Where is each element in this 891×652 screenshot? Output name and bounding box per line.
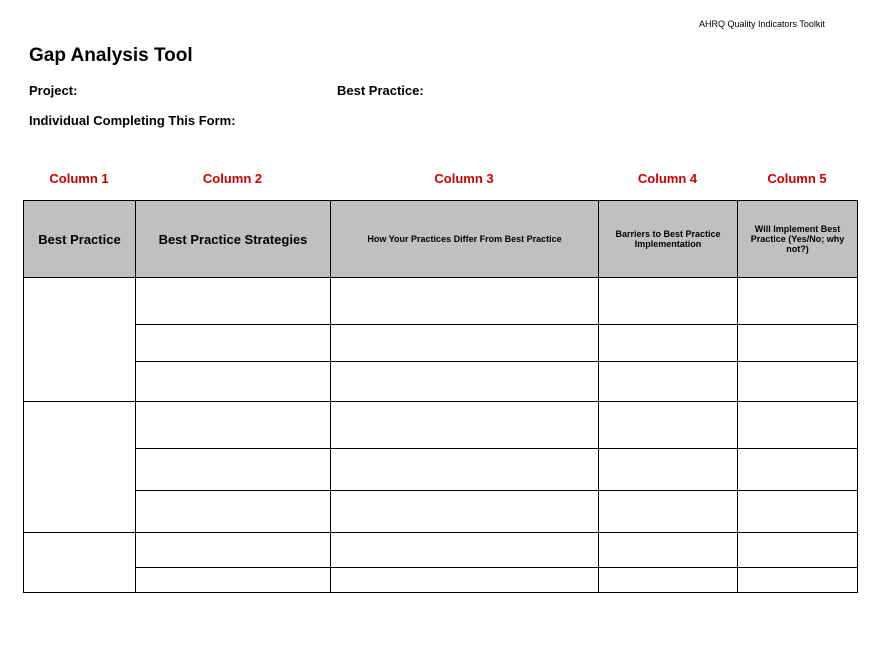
table-cell[interactable] <box>136 402 331 449</box>
table-cell[interactable] <box>331 325 599 362</box>
table-row <box>24 278 858 325</box>
table-cell[interactable] <box>331 362 599 402</box>
table-cell[interactable] <box>136 325 331 362</box>
gap-analysis-table <box>23 200 858 593</box>
table-cell[interactable] <box>136 533 331 568</box>
page-title: Gap Analysis Tool <box>29 45 193 66</box>
table-header-row <box>24 201 858 278</box>
column-2-label: Column 2 <box>202 171 263 186</box>
individual-label: Individual Completing This Form: <box>29 113 236 128</box>
table-row <box>24 362 858 402</box>
table-cell[interactable] <box>599 533 738 568</box>
table-cell[interactable] <box>738 568 858 593</box>
table-cell[interactable] <box>738 449 858 491</box>
table-cell[interactable] <box>331 278 599 325</box>
header-will-implement: Will Implement Best Practice (Yes/No; why not?) <box>738 201 858 278</box>
table-row <box>24 325 858 362</box>
table-cell[interactable] <box>738 491 858 533</box>
table-cell[interactable] <box>599 449 738 491</box>
column-5-label: Column 5 <box>767 171 827 186</box>
table-row <box>24 449 858 491</box>
table-cell[interactable] <box>136 449 331 491</box>
table-cell[interactable] <box>136 362 331 402</box>
table-cell[interactable] <box>331 449 599 491</box>
table-cell[interactable] <box>599 568 738 593</box>
table-cell[interactable] <box>136 568 331 593</box>
table-cell[interactable] <box>738 402 858 449</box>
column-labels <box>23 171 857 189</box>
table-cell[interactable] <box>738 278 858 325</box>
column-3-label: Column 3 <box>434 171 494 186</box>
table-cell[interactable] <box>738 325 858 362</box>
table-cell[interactable] <box>738 362 858 402</box>
best-practice-cell[interactable] <box>24 533 136 593</box>
table-cell[interactable] <box>599 402 738 449</box>
header-best-practice: Best Practice <box>24 201 136 278</box>
table-cell[interactable] <box>331 402 599 449</box>
table-cell[interactable] <box>599 278 738 325</box>
project-label: Project: <box>29 83 78 98</box>
table-row <box>24 568 858 593</box>
table-cell[interactable] <box>599 362 738 402</box>
header-barriers: Barriers to Best Practice Implementation <box>599 201 738 278</box>
table-cell[interactable] <box>331 491 599 533</box>
table-cell[interactable] <box>599 491 738 533</box>
toolkit-label: AHRQ Quality Indicators Toolkit <box>699 19 825 29</box>
table-row <box>24 533 858 568</box>
table-row <box>24 402 858 449</box>
table-cell[interactable] <box>136 278 331 325</box>
best-practice-cell[interactable] <box>24 402 136 533</box>
table-cell[interactable] <box>738 533 858 568</box>
table-cell[interactable] <box>136 491 331 533</box>
table-cell[interactable] <box>331 568 599 593</box>
table-cell[interactable] <box>331 533 599 568</box>
best-practice-cell[interactable] <box>24 278 136 402</box>
column-1-label: Column 1 <box>49 171 109 186</box>
best-practice-label: Best Practice: <box>337 83 424 98</box>
header-strategies: Best Practice Strategies <box>136 201 331 278</box>
table-cell[interactable] <box>599 325 738 362</box>
table-row <box>24 491 858 533</box>
header-differences: How Your Practices Differ From Best Practice <box>331 201 599 278</box>
column-4-label: Column 4 <box>637 171 698 186</box>
